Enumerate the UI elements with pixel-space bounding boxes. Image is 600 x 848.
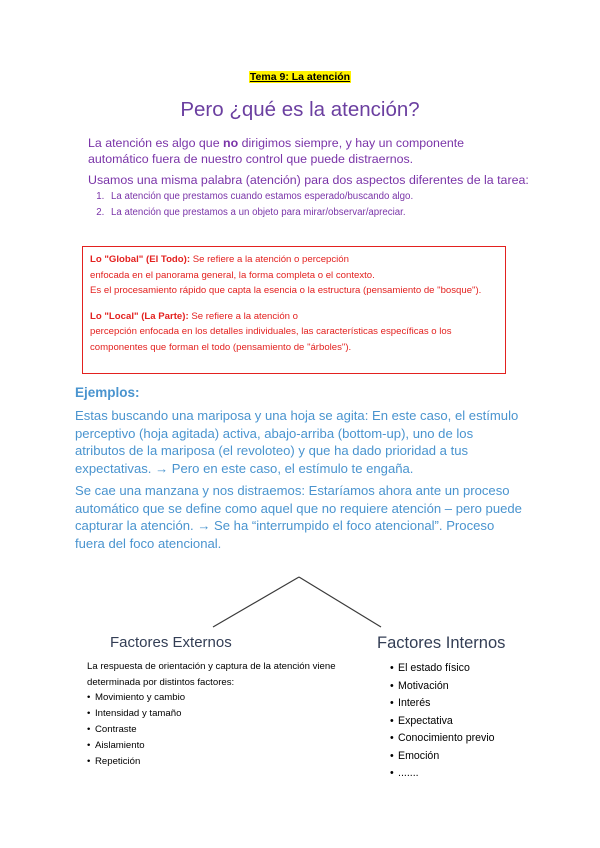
external-factors-list [87,690,185,770]
external-factors-description: La respuesta de orientación y captura de la atención viene determinada por distintos factores: [87,661,336,688]
list-item: • Emoción [390,749,440,762]
list-item: • Conocimiento previo [390,732,495,744]
intro-paragraph-2: Usamos una misma palabra (atención) para dos aspectos diferentes de la tarea: 1. La atención que prestamos cuando estamos esperado/buscando algo. 2. La atención que prestamos a un objeto para mirar/observar/apreciar. [88,172,538,221]
list-item: • Intensidad y tamaño [87,708,182,719]
page-title: Pero ¿qué es la atención? [180,98,420,121]
tree-line-left [213,577,299,627]
intro-paragraph-1: La atención es algo que no dirigimos siempre, y hay un componente automático fuera de nuestro control que puede distraernos. [88,136,465,166]
internal-factors-list [390,660,495,783]
tree-line-right [299,577,381,627]
list-item: • Interés [390,697,431,709]
list-item: • Repetición [87,756,141,767]
examples-heading: Ejemplos: [75,385,140,400]
local-definition: Lo "Local" (La Parte): Se refiere a la atención o percepción enfocada en los detalles individuales, las características específicas o los componentes que forman el todo (pensamiento de "árboles"). [90,310,452,353]
header-title: Tema 9: La atención [249,71,351,83]
example-paragraph-2: Se cae una manzana y nos distraemos: Estaríamos ahora ante un proceso automático que se define como aquel que no requiere atención – pero puede capturar la atención. → Se ha “interrumpido el foco atencional”. Proceso fuera del foco atencional. [75,483,522,551]
list-item: • ....... [390,767,419,779]
list-item: • Expectativa [390,714,453,727]
global-definition: Lo "Global" (El Todo): Se refiere a la atención o percepción enfocada en el panorama general, la forma completa o el contexto. Es el procesamiento rápido que capta la esencia o la estructura (pensamiento de "bosque"). [90,254,482,297]
list-item: • Motivación [390,679,449,692]
list-item: 2. La atención que prestamos a un objeto para mirar/observar/apreciar. [107,205,538,221]
list-item: 1. La atención que prestamos cuando estamos esperado/buscando algo. [107,189,538,205]
example-paragraph-1: Estas buscando una mariposa y una hoja se agita: En este caso, el estímulo perceptivo (hoja agitada) activa, abajo-arriba (bottom-up), uno de los atributos de la mariposa (el revoloteo) y que ha dado prioridad a tus expectativas. → Pero en este caso, el estímulo te engaña. [75,408,519,476]
list-item: • Contraste [87,724,137,735]
internal-factors-title: Factores Internos [377,634,506,652]
list-item: • Movimiento y cambio [87,692,186,703]
external-factors-title: Factores Externos [110,634,232,651]
list-item: • Aislamiento [87,740,145,751]
list-item: • El estado físico [390,662,470,674]
